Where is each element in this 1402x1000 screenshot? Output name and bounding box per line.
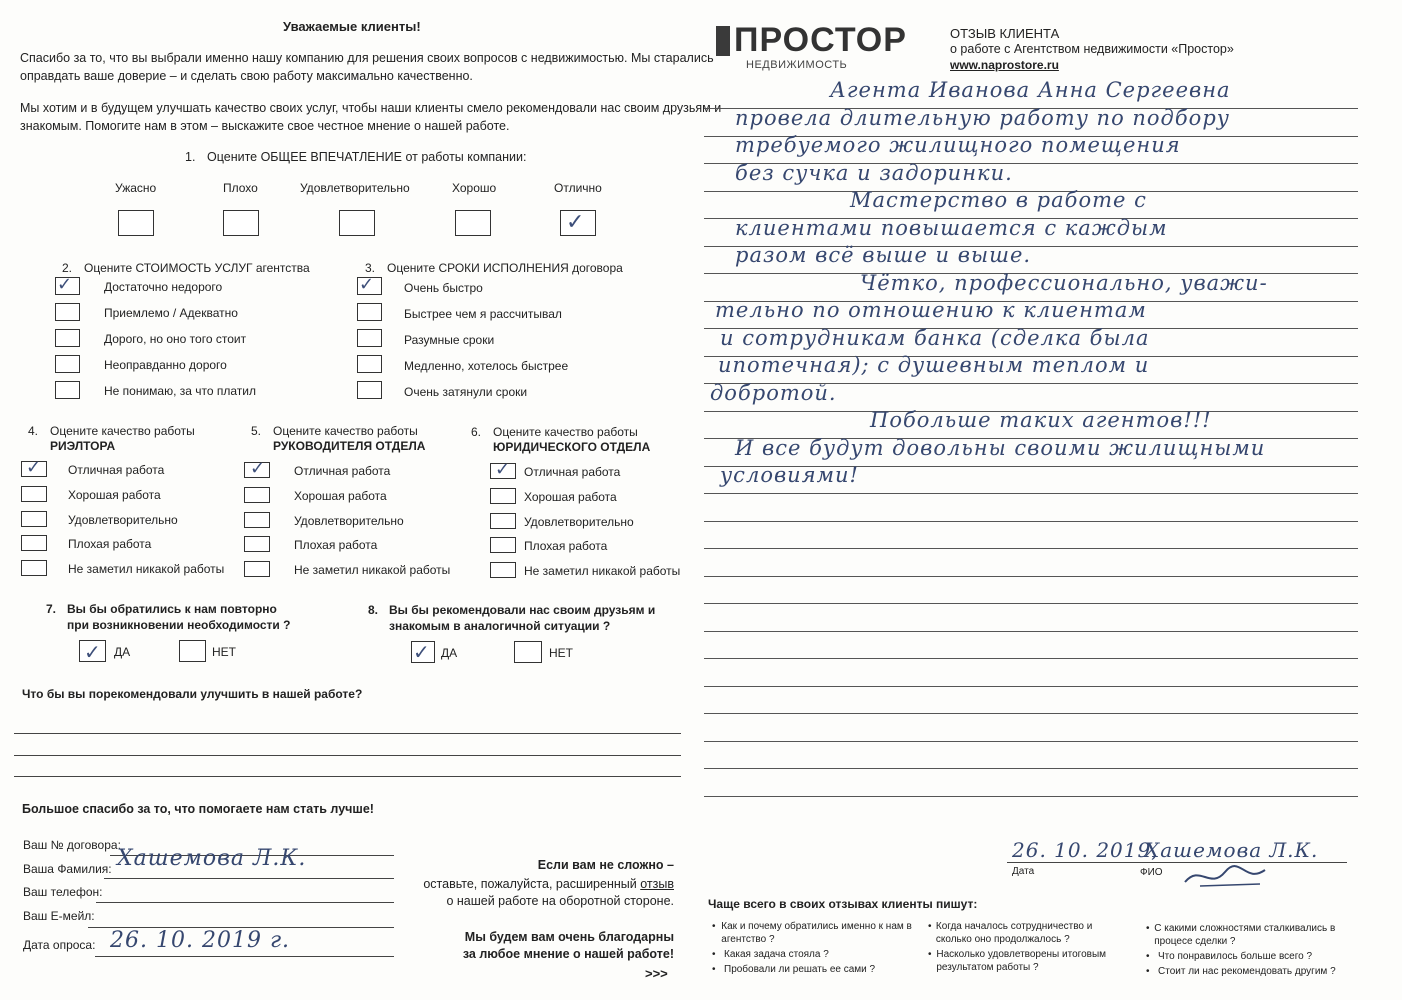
tip-text: Насколько удовлетворены итоговым результатом работы ? [936,949,1107,973]
q2-option-label: Приемлемо / Адекватно [104,306,238,320]
review-line: без сучка и задоринки. [735,161,1013,185]
tip-text: Пробовали ли решать ее сами ? [724,964,876,975]
q7-question-line1: Вы бы обратились к нам повторно [67,602,277,616]
answer-line [14,733,681,734]
ruled-line [704,548,1358,549]
side-note-line4: Мы будем вам очень благодарны [464,930,674,944]
q3-title: Оцените СРОКИ ИСПОЛНЕНИЯ договора [387,261,623,275]
q8-number: 8. [368,603,379,617]
review-line: Агента Иванова Анна Сергеевна [830,78,1231,102]
q4-checkbox-5[interactable] [21,560,47,576]
q8-question-line2: знакомым в аналогичной ситуации ? [389,619,611,633]
check-mark-icon: ✓ [359,274,375,295]
q4-option-label: Не заметил никакой работы [68,562,225,576]
q5-checkbox-5[interactable] [244,561,270,577]
review-line: И все будут довольны своими жилищными [735,436,1266,460]
q6-subtitle: ЮРИДИЧЕСКОГО ОТДЕЛА [493,440,651,454]
email-label: Ваш Е-мейл: [23,909,95,923]
tip-text: Что понравилось больше всего ? [1158,951,1313,962]
tip-text: С какими сложностями сталкивались в процесе сделки ? [1154,923,1336,947]
q1-checkbox-4[interactable] [455,210,491,236]
greeting: Уважаемые клиенты! [283,19,421,34]
ruled-line [704,603,1358,604]
side-note-line1: Если вам не сложно – [537,858,674,872]
tip-text: Когда началось сотрудничество и сколько оно продолжалось ? [935,921,1093,945]
review-line: разом всё выше и выше. [735,243,1032,267]
q5-option-label: Хорошая работа [294,489,387,503]
q6-checkbox-5[interactable] [490,562,516,578]
q1-checkbox-3[interactable] [339,210,375,236]
q7-question-line2: при возникновении необходимости ? [67,618,291,632]
q1-option-label: Удовлетворительно [300,181,410,195]
tip-item: • Пробовали ли решать ее сами ? [712,964,876,975]
q6-number: 6. [471,425,482,439]
q4-number: 4. [28,424,39,438]
tips-column-2 [928,920,1128,974]
check-mark-icon: ✓ [84,640,101,664]
q3-checkbox-3[interactable] [357,329,382,347]
q3-option-label: Медленно, хотелось быстрее [404,359,569,373]
intro-text-2b: знакомым. Помогите нам в этом – выскажите свое честное мнение о нашей работе. [20,119,510,133]
ruled-line [704,768,1358,769]
q8-question-line1: Вы бы рекомендовали нас своим друзьям и [389,603,656,617]
check-mark-icon: ✓ [413,640,430,664]
ruled-line [704,576,1358,577]
phone-label: Ваш телефон: [23,885,103,899]
q8-no-label: НЕТ [549,646,573,660]
q5-option-label: Не заметил никакой работы [294,563,451,577]
signature-icon [1180,862,1270,892]
survey-date-label: Дата опроса: [23,938,96,952]
tips-title: Чаще всего в своих отзывах клиенты пишут: [708,897,978,911]
signed-date: 26. 10. 2019, [1012,838,1159,862]
tip-item: • Какая задача стояла ? [712,949,829,960]
q4-option-label: Хорошая работа [68,488,161,502]
review-line: и сотрудникам банка (сделка была [720,326,1150,350]
tip-item: • Как и почему обратились именно к нам в агентство ? [712,921,912,945]
review-subtitle: о работе с Агентством недвижимости «Простор» [950,42,1234,56]
intro-text-1a: Спасибо за то, что вы выбрали именно нашу компанию для решения своих вопросов с недвижимостью. Мы старались [20,51,714,65]
survey-date-field[interactable] [95,956,394,957]
q2-checkbox-5[interactable] [55,381,80,399]
q7-no-label: НЕТ [212,645,236,659]
ruled-line [704,493,1358,494]
logo-mark-icon [716,26,730,56]
q5-checkbox-2[interactable] [244,487,270,503]
q6-checkbox-2[interactable] [490,488,516,504]
q2-option-label: Не понимаю, за что платил [104,384,257,398]
q5-option-label: Отличная работа [294,464,391,478]
review-title: ОТЗЫВ КЛИЕНТА [950,26,1060,41]
handwritten-survey-date: 26. 10. 2019 г. [110,928,291,953]
side-note-line3: о нашей работе на оборотной стороне. [446,894,674,908]
tip-item: • С какими сложностями сталкивались в процесе сделки ? [1146,923,1336,947]
answer-line [14,776,681,777]
q2-option-label: Неоправданно дорого [104,358,227,372]
ruled-line [704,658,1358,659]
q7-number: 7. [46,602,57,616]
side-note-review-link[interactable]: отзыв [640,877,674,891]
q6-checkbox-4[interactable] [490,537,516,553]
improve-question: Что бы вы порекомендовали улучшить в нашей работе? [22,687,363,701]
ruled-line [704,686,1358,687]
ruled-line [704,741,1358,742]
review-line: требуемого жилищного помещения [735,133,1181,157]
check-mark-icon: ✓ [26,457,42,478]
contract-label: Ваш № договора: [23,838,121,852]
date-caption: Дата [1012,866,1035,877]
q2-title: Оцените СТОИМОСТЬ УСЛУГ агентства [84,261,310,275]
q4-subtitle: РИЭЛТОРА [50,439,116,453]
q6-title: Оцените качество работы [493,425,638,439]
q4-checkbox-3[interactable] [21,511,47,527]
signed-name: Хашемова Л.К. [1145,838,1319,862]
q3-option-label: Очень затянули сроки [404,385,528,399]
website-link[interactable]: www.naprostore.ru [950,58,1059,72]
tip-item: • Насколько удовлетворены итоговым результатом работы ? [928,948,1128,974]
q5-checkbox-4[interactable] [244,536,270,552]
tip-text: Какая задача стояла ? [724,949,829,960]
q2-option-label: Достаточно недорого [104,280,223,294]
check-mark-icon: ✓ [57,274,73,295]
q3-option-label: Разумные сроки [404,333,495,347]
check-mark-icon: ✓ [250,458,266,479]
q1-checkbox-2[interactable] [223,210,259,236]
q2-checkbox-4[interactable] [55,355,80,373]
review-line: добротой. [710,381,837,405]
q3-checkbox-5[interactable] [357,381,382,399]
next-page-arrows-icon: >>> [645,966,668,981]
q4-option-label: Плохая работа [68,537,152,551]
logo-text: ПРОСТОР [734,21,907,59]
tip-item: • Когда началось сотрудничество и сколько оно продолжалось ? [928,920,1128,946]
q4-option-label: Отличная работа [68,463,165,477]
tip-text: Как и почему обратились именно к нам в агентство ? [721,921,912,945]
logo-subtext: НЕДВИЖИМОСТЬ [746,59,848,71]
q5-option-label: Удовлетворительно [294,514,404,528]
check-mark-icon: ✓ [495,459,511,480]
signature-line [1007,862,1347,863]
review-line: клиентами повышается с каждым [735,216,1168,240]
q1-option-label: Плохо [223,181,258,195]
review-line: Чётко, профессионально, уважи- [860,271,1268,295]
q3-checkbox-4[interactable] [357,355,382,373]
ruled-line [704,713,1358,714]
q3-number: 3. [365,261,376,275]
q6-option-label: Хорошая работа [524,490,617,504]
q4-option-label: Удовлетворительно [68,513,178,527]
review-line: ипотечная); с душевным теплом и [718,353,1150,377]
ruled-line [704,521,1358,522]
review-line: провела длительную работу по подбору [735,106,1230,130]
side-note-line2 [423,877,674,892]
q6-option-label: Плохая работа [524,539,608,553]
q1-title: Оцените ОБЩЕЕ ВПЕЧАТЛЕНИЕ от работы компании: [207,150,527,164]
answer-line [14,755,681,756]
tip-item: • Стоит ли нас рекомендовать другим ? [1146,966,1336,977]
intro-text-1b: оправдать ваше доверие – и сделать свою работу максимально качественно. [20,69,473,83]
tip-item: • Что понравилось больше всего ? [1146,951,1313,962]
side-note-line2a: оставьте, пожалуйста, расширенный [423,877,637,891]
q4-title: Оцените качество работы [50,424,195,438]
q7-no-checkbox[interactable] [179,640,206,662]
thanks-text: Большое спасибо за то, что помогаете нам стать лучше! [22,802,374,816]
q8-no-checkbox[interactable] [514,641,542,663]
q3-option-label: Быстрее чем я рассчитывал [404,307,562,321]
ruled-line [704,631,1358,632]
review-line: Мастерство в работе с [850,188,1147,212]
q4-checkbox-2[interactable] [21,486,47,502]
q1-option-label: Ужасно [115,181,157,195]
handwritten-surname: Хашемова Л.К. [117,846,307,871]
q6-option-label: Удовлетворительно [524,515,634,529]
q2-number: 2. [62,261,73,275]
q4-checkbox-4[interactable] [21,535,47,551]
q2-option-label: Дорого, но оно того стоит [104,332,247,346]
check-mark-icon: ✓ [566,210,585,235]
review-line: тельно по отношению к клиентам [715,298,1147,322]
tips-column-1 [712,920,912,976]
review-line: Побольше таких агентов!!! [870,408,1212,432]
q1-number: 1. [185,150,196,164]
q3-option-label: Очень быстро [404,281,483,295]
tip-text: Стоит ли нас рекомендовать другим ? [1158,966,1336,977]
q8-yes-label: ДА [441,646,458,660]
q6-option-label: Не заметил никакой работы [524,564,681,578]
q1-checkbox-1[interactable] [118,210,154,236]
q5-option-label: Плохая работа [294,538,378,552]
q2-checkbox-2[interactable] [55,303,80,321]
fio-caption: ФИО [1140,867,1163,878]
q6-option-label: Отличная работа [524,465,621,479]
q7-yes-label: ДА [114,645,131,659]
q2-checkbox-3[interactable] [55,329,80,347]
review-line: условиями! [720,463,859,487]
ruled-line [704,796,1358,797]
q5-checkbox-3[interactable] [244,512,270,528]
q1-option-label: Отлично [554,181,602,195]
q5-subtitle: РУКОВОДИТЕЛЯ ОТДЕЛА [273,439,426,453]
surname-label: Ваша Фамилия: [23,862,112,876]
intro-text-2a: Мы хотим и в будущем улучшать качество своих услуг, чтобы наши клиенты смело рекомендовали нас своим друзьям и [20,101,722,115]
q6-checkbox-3[interactable] [490,513,516,529]
q5-number: 5. [251,424,262,438]
q5-title: Оцените качество работы [273,424,418,438]
surname-field[interactable] [104,878,394,879]
side-note-line5: за любое мнение о нашей работе! [462,947,674,961]
q3-checkbox-2[interactable] [357,303,382,321]
tips-column-3 [1146,922,1336,978]
phone-field[interactable] [96,902,394,903]
q1-option-label: Хорошо [452,181,497,195]
